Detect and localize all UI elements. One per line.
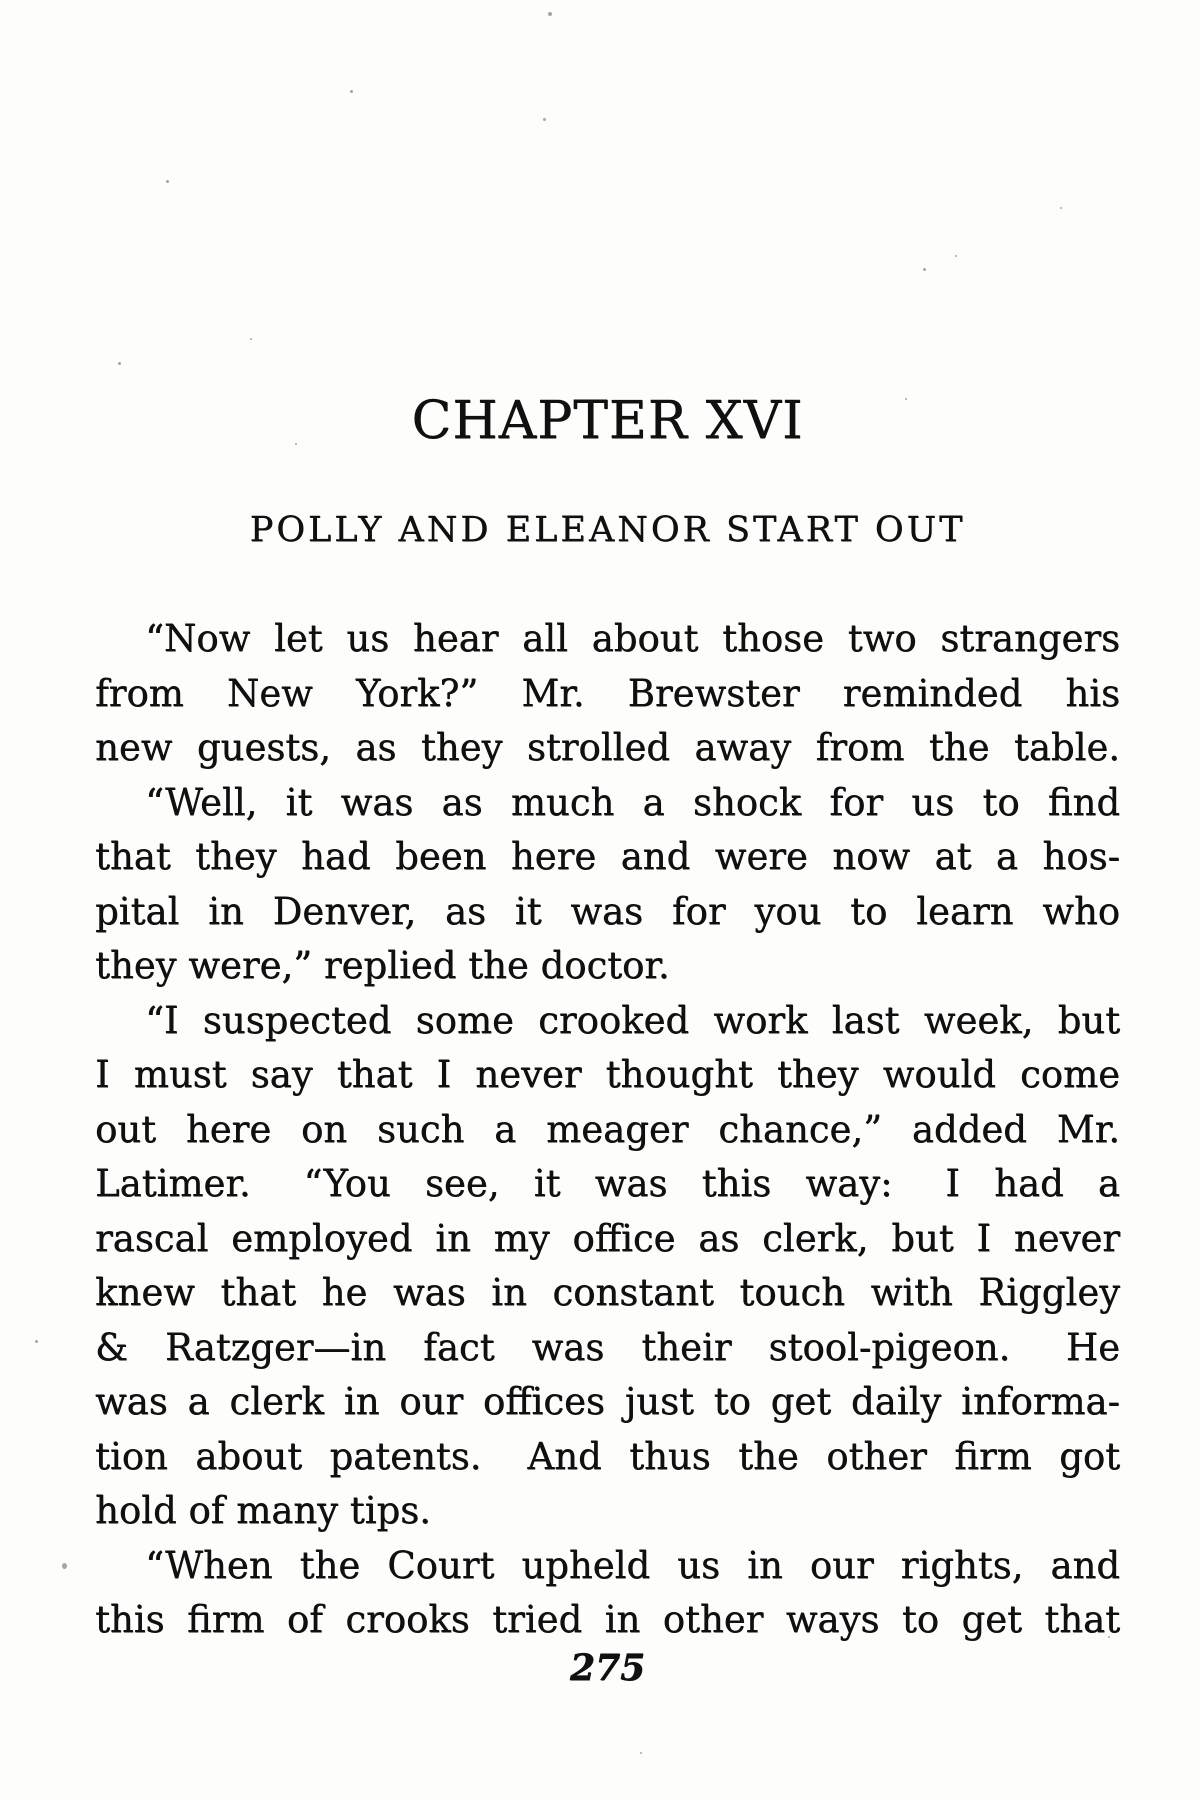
scan-speckle xyxy=(640,1752,642,1754)
scan-speckle xyxy=(543,118,546,121)
scan-speckle xyxy=(62,1563,67,1569)
text-line: tion about patents. And thus the other firm got xyxy=(95,1434,1120,1478)
page-number: 275 xyxy=(569,1647,646,1689)
text-line: that they had been here and were now at a hos- xyxy=(95,835,1120,878)
text-line: they were,” replied the doctor. xyxy=(95,944,670,987)
text-line: this firm of crooks tried in other ways to get that xyxy=(95,1598,1120,1641)
scan-speckle xyxy=(905,398,907,400)
text-line: out here on such a meager chance,” added Mr. xyxy=(95,1107,1120,1151)
scan-speckle xyxy=(1108,1636,1110,1638)
scan-speckle xyxy=(166,180,169,183)
text-line: “Well, it was as much a shock for us to find xyxy=(145,780,1120,824)
text-line: new guests, as they strolled away from the table. xyxy=(95,726,1120,769)
chapter-heading: CHAPTER XVI xyxy=(411,391,804,451)
scan-speckle xyxy=(250,338,252,340)
scan-speckle xyxy=(350,90,353,93)
scan-speckle xyxy=(295,443,297,445)
text-line: I must say that I never thought they would come xyxy=(95,1053,1120,1096)
scan-speckle xyxy=(923,268,926,271)
text-line: “Now let us hear all about those two strangers xyxy=(145,617,1120,660)
text-line: pital in Denver, as it was for you to learn who xyxy=(95,889,1120,933)
text-line: rascal employed in my office as clerk, but I never xyxy=(95,1216,1120,1260)
scan-speckle xyxy=(1060,207,1062,209)
text-line: “When the Court upheld us in our rights, and xyxy=(145,1543,1120,1587)
text-line: “I suspected some crooked work last week, but xyxy=(145,998,1120,1042)
scan-speckle xyxy=(955,255,957,257)
body-text xyxy=(95,612,1120,1648)
text-line: Latimer. “You see, it was this way: I had a xyxy=(95,1162,1120,1205)
text-line: & Ratzger—in fact was their stool-pigeon. He xyxy=(95,1325,1120,1369)
section-heading: POLLY AND ELEANOR START OUT xyxy=(249,510,966,550)
scan-speckle xyxy=(1096,1017,1099,1020)
scan-speckle xyxy=(35,1340,38,1343)
scan-speckle xyxy=(118,362,121,365)
text-line: knew that he was in constant touch with Riggley xyxy=(95,1271,1120,1314)
text-line: from New York?” Mr. Brewster reminded his xyxy=(95,671,1120,715)
scan-speckle xyxy=(548,12,552,16)
text-line: hold of many tips. xyxy=(95,1489,431,1532)
text-line: was a clerk in our offices just to get daily informa- xyxy=(95,1380,1120,1423)
